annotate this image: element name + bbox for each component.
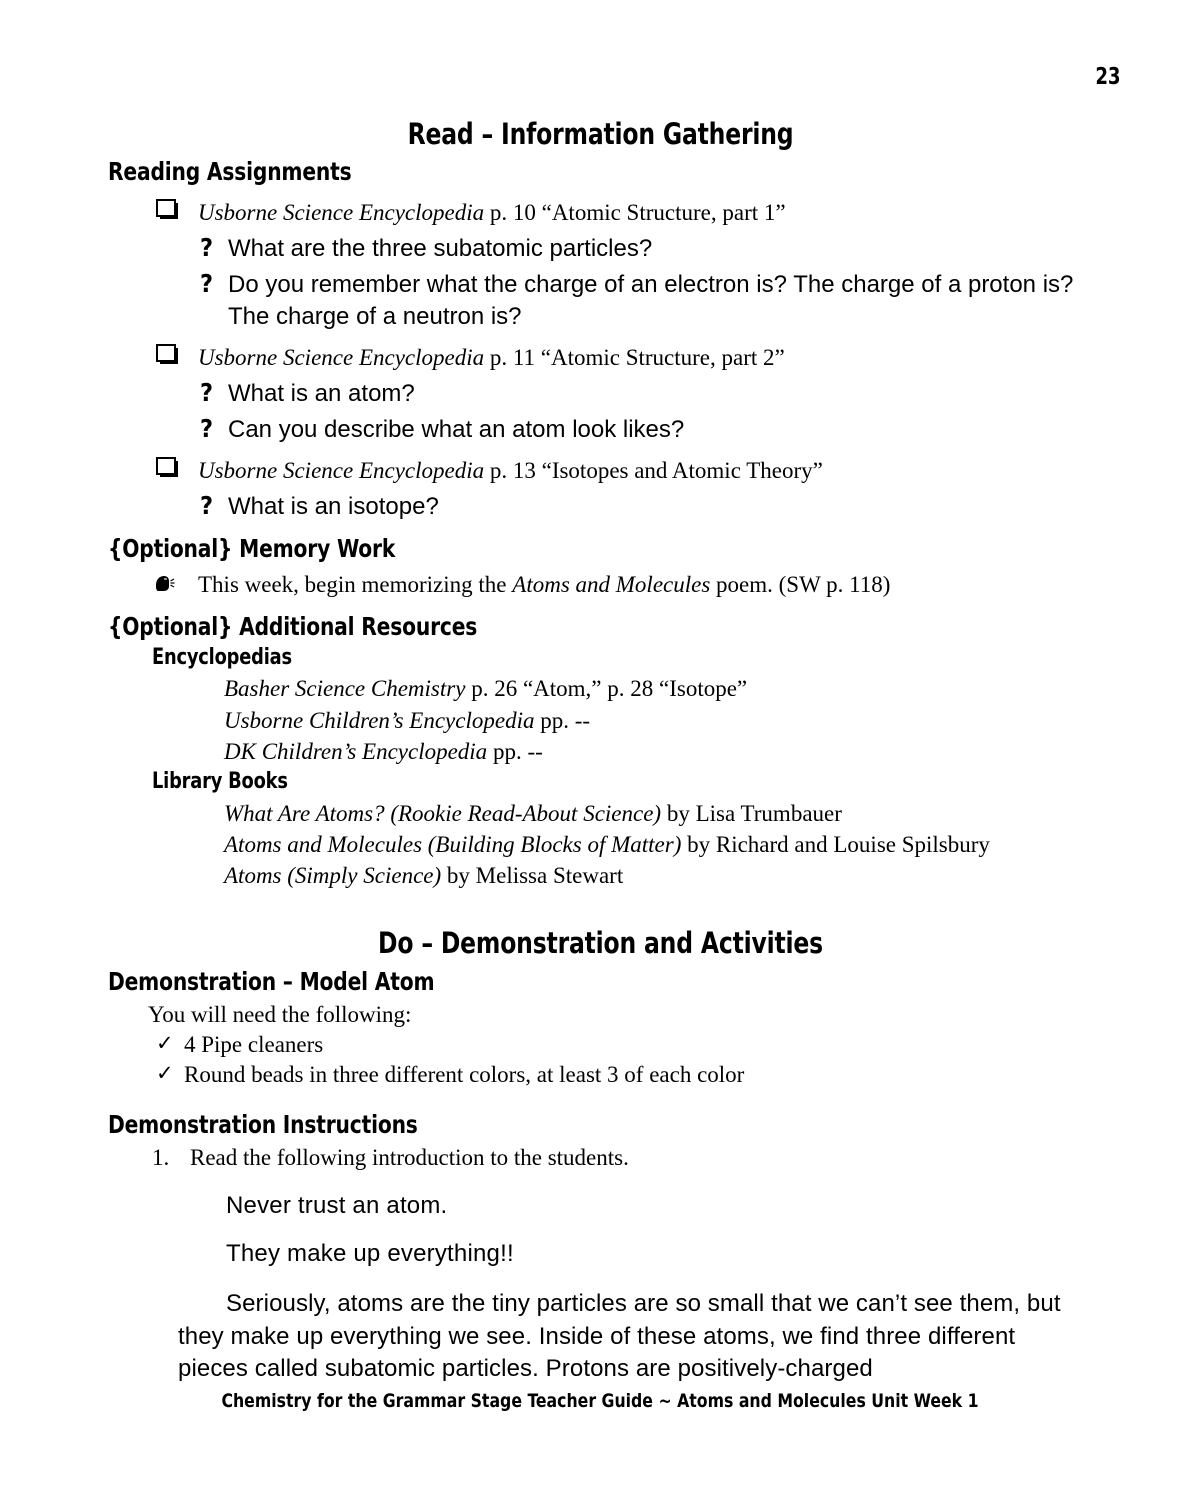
resource-title: Usborne Children’s Encyclopedia xyxy=(224,707,535,733)
resource-title: Atoms (Simply Science) xyxy=(224,863,442,889)
speaking-head-icon xyxy=(154,574,176,594)
resource-title: DK Children’s Encyclopedia xyxy=(224,738,488,764)
reading-question xyxy=(200,269,1093,331)
section-title-do: Do – Demonstration and Activities xyxy=(378,926,823,961)
page-footer: Chemistry for the Grammar Stage Teacher Guide ~ Atoms and Molecules Unit Week 1 xyxy=(221,1390,979,1412)
reading-question xyxy=(200,378,1093,409)
question-text: Can you describe what an atom look likes? xyxy=(228,415,685,443)
question-text: What is an atom? xyxy=(228,379,415,407)
resource-title: Basher Science Chemistry xyxy=(224,676,466,702)
page-content xyxy=(108,118,1093,1386)
resource-entry xyxy=(224,798,1093,829)
heading-demonstration: Demonstration – Model Atom xyxy=(108,966,435,996)
resource-entry xyxy=(224,829,1093,860)
resource-entry xyxy=(224,736,1093,767)
resource-title: Atoms and Molecules (Building Blocks of Matter) xyxy=(224,831,682,857)
spacer xyxy=(108,600,1093,608)
book-reference: p. 11 “Atomic Structure, part 2” xyxy=(484,344,785,370)
heading-demonstration-instructions: Demonstration Instructions xyxy=(108,1110,418,1140)
checkmark-icon: ✓ xyxy=(156,1031,174,1056)
book-title: Usborne Science Encyclopedia xyxy=(198,458,485,484)
heading-memory-work: {Optional} Memory Work xyxy=(108,534,396,564)
checkbox-icon[interactable] xyxy=(156,199,176,217)
memory-work-prefix: This week, begin memorizing the xyxy=(198,572,513,598)
memory-work-title: Atoms and Molecules xyxy=(512,572,711,598)
spacer xyxy=(108,1090,1093,1106)
materials-intro: You will need the following: xyxy=(148,1001,412,1027)
page-number: 23 xyxy=(1095,64,1120,90)
book-reference: p. 10 “Atomic Structure, part 1” xyxy=(484,200,786,226)
book-title: Usborne Science Encyclopedia xyxy=(198,200,485,226)
resource-entry xyxy=(224,860,1093,891)
memory-work-item xyxy=(152,570,1093,600)
read-aloud-line: They make up everything!! xyxy=(226,1239,514,1267)
material-text: Round beads in three different colors, at least 3 of each color xyxy=(184,1062,745,1088)
book-title: Usborne Science Encyclopedia xyxy=(198,344,485,370)
checkmark-icon: ✓ xyxy=(156,1061,174,1086)
reading-assignment-item xyxy=(152,198,1093,228)
spacer xyxy=(108,891,1093,927)
step-number: 1. xyxy=(152,1145,170,1171)
reading-question xyxy=(200,491,1093,522)
resource-detail: pp. -- xyxy=(534,707,591,733)
question-marker-icon: ? xyxy=(200,490,214,520)
heading-library-books: Library Books xyxy=(152,769,288,795)
step-text: Read the following introduction to the students. xyxy=(190,1145,629,1171)
resource-detail: by Lisa Trumbauer xyxy=(661,800,842,826)
question-marker-icon: ? xyxy=(200,413,214,443)
resource-detail: p. 26 “Atom,” p. 28 “Isotope” xyxy=(465,676,748,702)
read-aloud-paragraph: Seriously, atoms are the tiny particles are so small that we can’t see them, but they make up everything we see. Inside of these atoms, we find three different pieces called subatomic particles. Protons are positively-charged xyxy=(178,1290,1061,1383)
heading-reading-assignments: Reading Assignments xyxy=(108,157,352,187)
reading-assignment-item xyxy=(152,456,1093,486)
book-reference: p. 13 “Isotopes and Atomic Theory” xyxy=(484,458,823,484)
material-item xyxy=(152,1030,1093,1060)
question-marker-icon: ? xyxy=(200,233,214,263)
resource-detail: by Melissa Stewart xyxy=(441,863,624,889)
question-marker-icon: ? xyxy=(200,377,214,407)
spacer xyxy=(108,522,1093,530)
checkbox-icon[interactable] xyxy=(156,457,176,475)
question-marker-icon: ? xyxy=(200,269,214,299)
checkbox-icon[interactable] xyxy=(156,344,176,362)
reading-question xyxy=(200,414,1093,445)
question-text: What is an isotope? xyxy=(228,492,439,520)
heading-encyclopedias: Encyclopedias xyxy=(152,645,292,671)
section-title-read: Read – Information Gathering xyxy=(407,117,794,151)
reading-assignment-item xyxy=(152,343,1093,373)
resource-entry xyxy=(224,705,1093,736)
reading-question xyxy=(200,233,1093,264)
read-aloud-line: Never trust an atom. xyxy=(226,1191,448,1219)
resource-entry xyxy=(224,673,1093,704)
heading-additional-resources: {Optional} Additional Resources xyxy=(108,612,478,642)
question-text: What are the three subatomic particles? xyxy=(228,235,653,263)
memory-work-suffix: poem. (SW p. 118) xyxy=(710,572,891,598)
instruction-step xyxy=(152,1143,1093,1174)
resource-title: What Are Atoms? (Rookie Read-About Science) xyxy=(224,800,662,826)
resource-detail: by Richard and Louise Spilsbury xyxy=(681,831,990,857)
material-item xyxy=(152,1060,1093,1090)
resource-detail: pp. -- xyxy=(487,738,543,764)
question-text: Do you remember what the charge of an electron is? The charge of a proton is? The charge of a neutron is? xyxy=(228,271,1074,330)
material-text: 4 Pipe cleaners xyxy=(184,1032,324,1058)
